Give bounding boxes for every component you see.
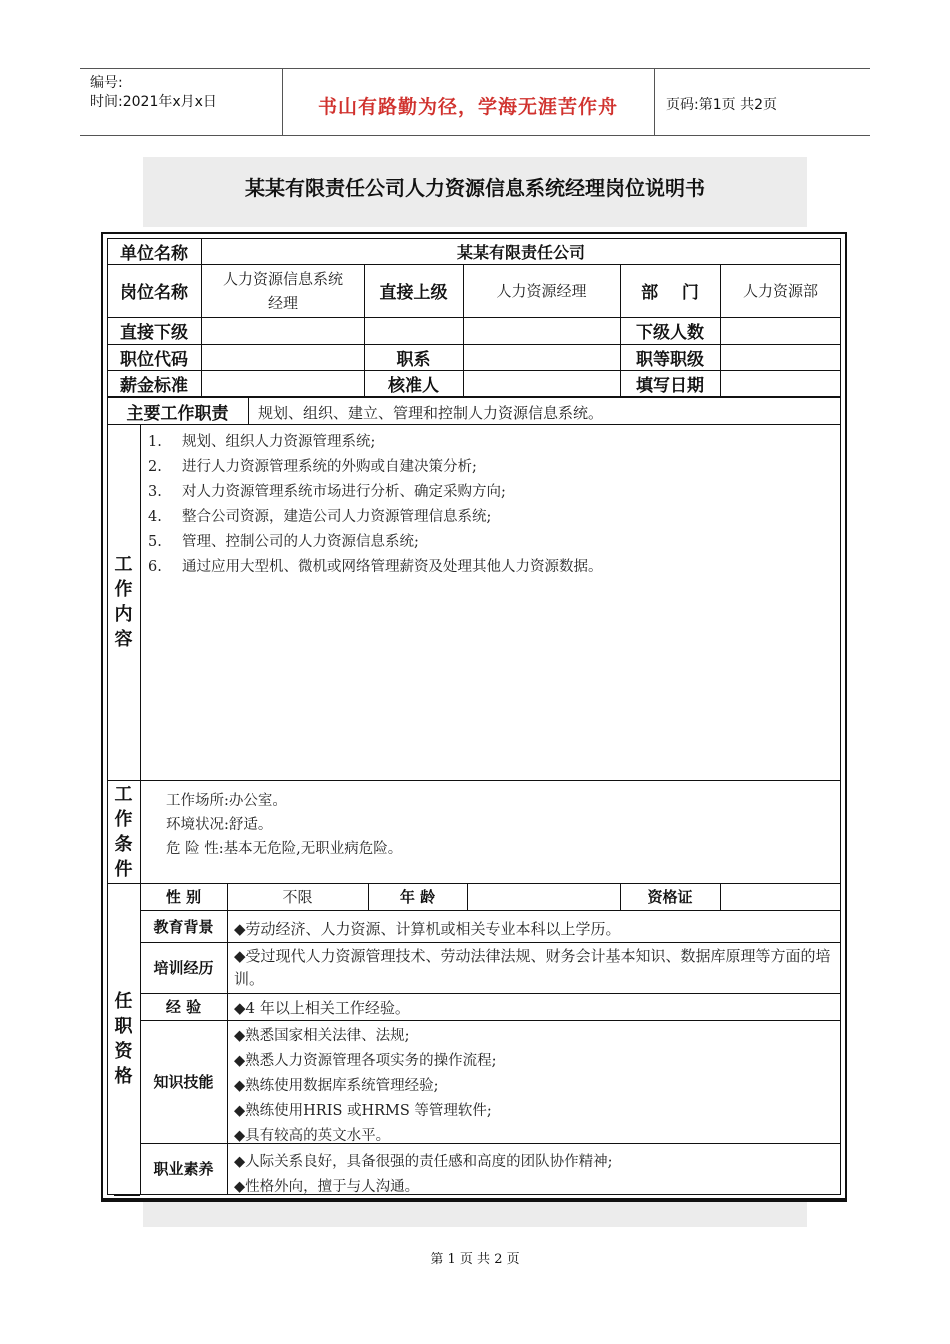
- skill-item: ◆熟悉国家相关法律、法规;: [234, 1028, 410, 1044]
- age-label: 年 龄: [399, 888, 436, 906]
- experience-label: 经 验: [165, 998, 202, 1016]
- professional-quality-label: 职业素养: [153, 1160, 214, 1178]
- experience-value: ◆4 年以上相关工作经验。: [234, 999, 410, 1017]
- gender-value: 不限: [282, 888, 313, 906]
- page-footer: 第 1 页 共 2 页: [430, 1252, 520, 1267]
- unit-name-value: 某某有限责任公司: [456, 242, 585, 262]
- grade-label: 职等职级: [636, 349, 704, 370]
- skill-item: ◆具有较高的英文水平。: [234, 1128, 391, 1144]
- header-bottom-rule: [80, 135, 870, 136]
- training-value: ◆受过现代人力资源管理技术、劳动法律法规、财务会计基本知识、数据库原理等方面的培训。: [234, 947, 831, 988]
- list-item: 4. 整合公司资源，建造公司人力资源管理信息系统;: [148, 509, 492, 525]
- quality-item: ◆人际关系良好，具备很强的责任感和高度的团队协作精神;: [234, 1154, 613, 1170]
- position-name-value: 人力资源信息系统经理: [222, 269, 343, 312]
- unit-name-label: 单位名称: [120, 243, 188, 264]
- page-indicator: 页码:第1页 共2页: [666, 97, 777, 113]
- header-divider: [654, 68, 655, 136]
- list-item: 1. 规划、组织人力资源管理系统;: [148, 434, 376, 450]
- work-conditions-label: 工作条件: [114, 783, 133, 880]
- position-name-label: 岗位名称: [120, 283, 188, 303]
- direct-superior-value: 人力资源经理: [496, 282, 587, 300]
- work-condition-line: 工作场所:办公室。: [166, 793, 287, 809]
- header-top-rule: [80, 68, 870, 69]
- skill-item: ◆熟练使用数据库系统管理经验;: [234, 1078, 439, 1094]
- motto: 书山有路勤为径，学海无涯苦作舟: [317, 96, 618, 118]
- list-item: 5. 管理、控制公司的人力资源信息系统;: [148, 534, 419, 550]
- document-number: 编号:: [90, 75, 123, 91]
- department-value: 人力资源部: [742, 282, 818, 300]
- list-item: 6. 通过应用大型机、微机或网络管理薪资及处理其他人力资源数据。: [148, 559, 603, 575]
- direct-subordinate-label: 直接下级: [120, 323, 188, 343]
- qualifications-section-label: [107, 883, 140, 1194]
- bottom-band: [143, 1202, 807, 1227]
- list-item: 3. 对人力资源管理系统市场进行分析、确定采购方向;: [148, 484, 506, 500]
- list-item: 2. 进行人力资源管理系统的外购或自建决策分析;: [148, 459, 477, 475]
- main-duty-label: 主要工作职责: [126, 403, 229, 424]
- work-condition-line: 环境状况:舒适。: [166, 817, 273, 833]
- work-content-label: 工作内容: [114, 554, 133, 650]
- subordinate-count-label: 下级人数: [636, 323, 704, 343]
- certificate-label: 资格证: [647, 888, 693, 906]
- work-content-section-label: [107, 424, 140, 780]
- approver-label: 核准人: [388, 375, 439, 396]
- education-label: 教育背景: [153, 917, 214, 936]
- training-label: 培训经历: [153, 959, 214, 977]
- document-time: 时间:2021年x月x日: [90, 94, 217, 110]
- job-series-label: 职系: [396, 349, 431, 370]
- work-conditions-section-label: [107, 780, 140, 883]
- gender-label: 性 别: [165, 888, 202, 906]
- skill-item: ◆熟悉人力资源管理各项实务的操作流程;: [234, 1053, 497, 1069]
- salary-standard-label: 薪金标准: [120, 375, 188, 396]
- qualifications-label: 任职资格: [114, 990, 133, 1087]
- fill-date-label: 填写日期: [636, 375, 704, 396]
- direct-superior-label: 直接上级: [379, 283, 448, 303]
- education-value: ◆劳动经济、人力资源、计算机或相关专业本科以上学历。: [234, 920, 621, 938]
- skills-label: 知识技能: [153, 1073, 214, 1091]
- main-duty-value: 规划、组织、建立、管理和控制人力资源信息系统。: [258, 404, 604, 422]
- page-title: 某某有限责任公司人力资源信息系统经理岗位说明书: [245, 176, 705, 200]
- position-code-label: 职位代码: [120, 349, 188, 370]
- skill-item: ◆熟练使用HRIS 或HRMS 等管理软件;: [234, 1103, 492, 1119]
- quality-item: ◆性格外向，擅于与人沟通。: [234, 1179, 420, 1195]
- work-condition-line: 危 险 性:基本无危险,无职业病危险。: [166, 841, 403, 857]
- department-label: 部 门: [641, 283, 699, 303]
